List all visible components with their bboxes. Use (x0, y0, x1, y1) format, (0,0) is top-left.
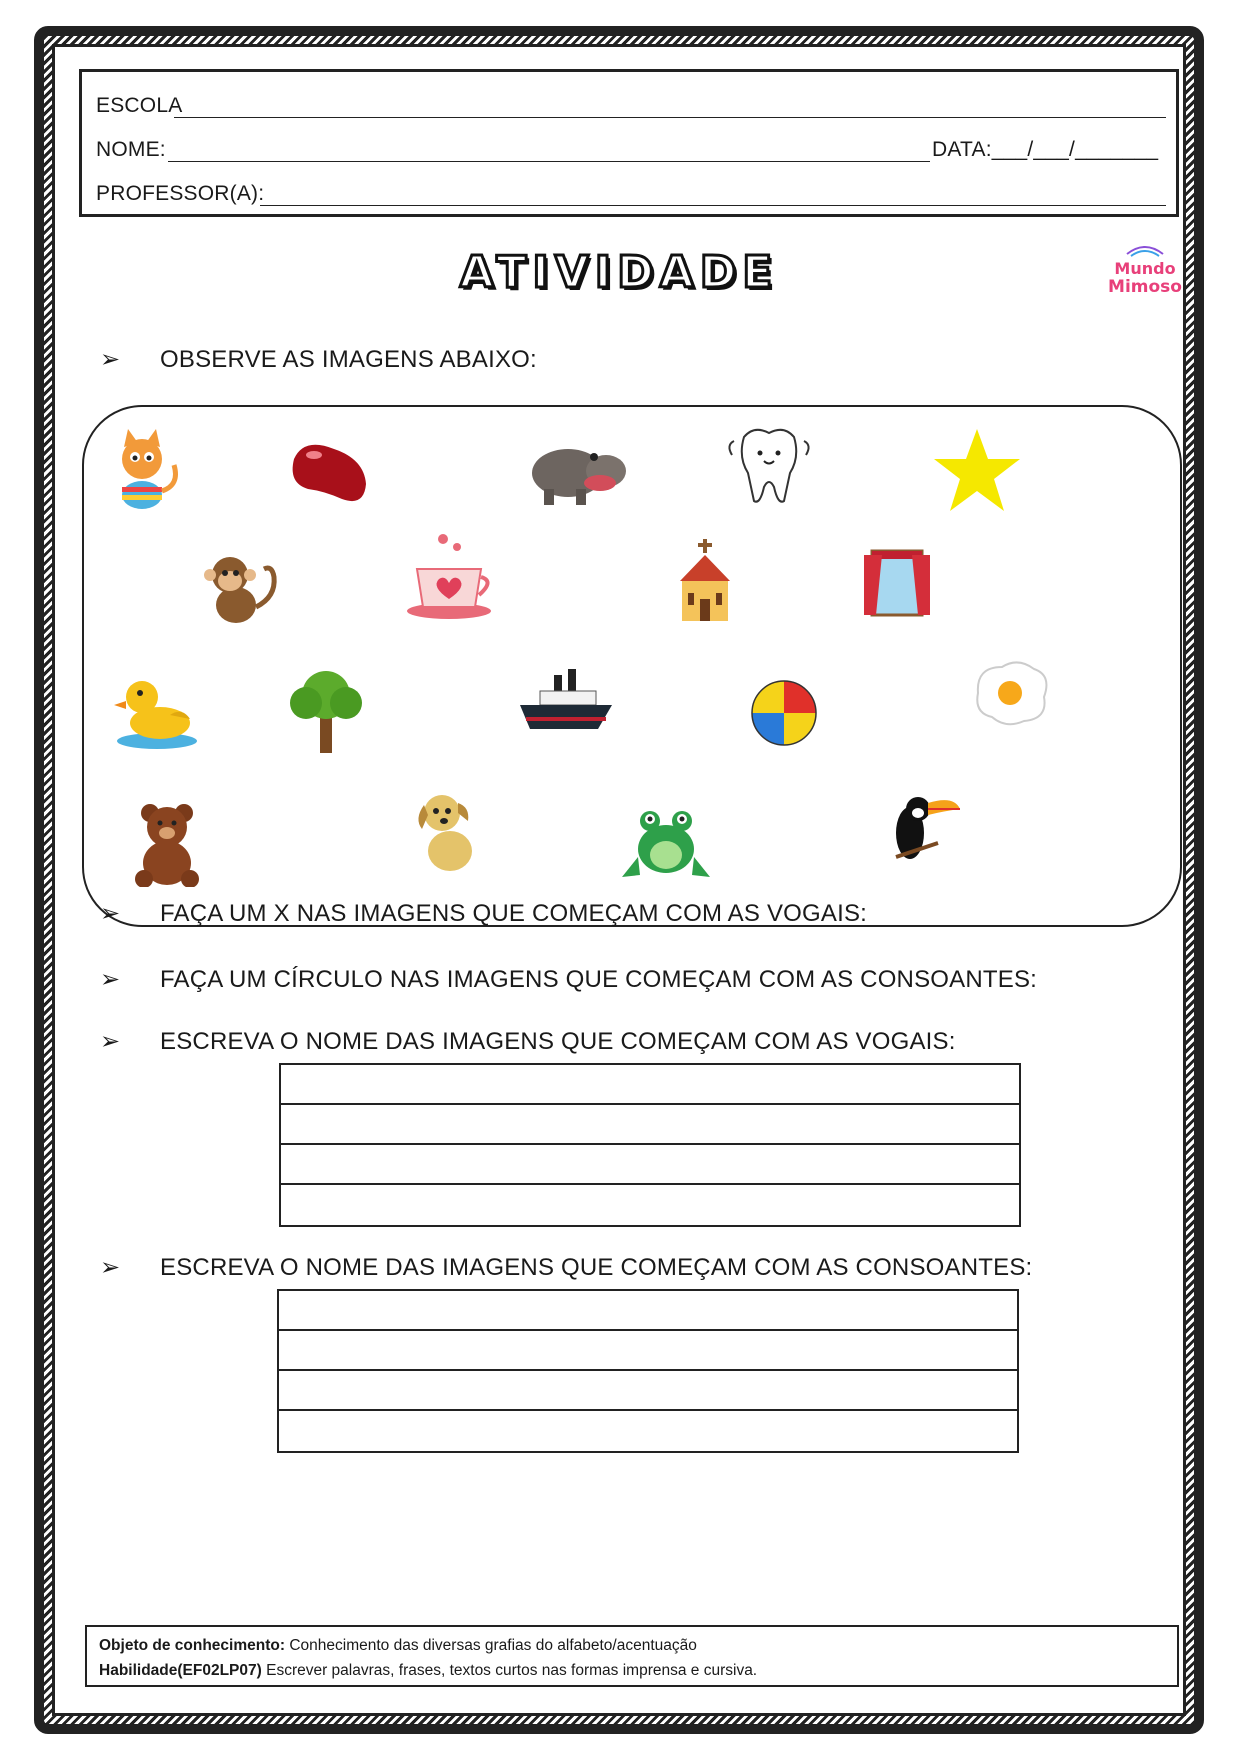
instruction-circle: ➢ FAÇA UM CÍRCULO NAS IMAGENS QUE COMEÇAM COM AS CONSOANTES: (100, 966, 1038, 993)
school-row (96, 90, 1166, 118)
teacher-row (96, 178, 1166, 206)
star-icon[interactable] (932, 425, 1022, 515)
window-icon[interactable] (852, 545, 942, 635)
arrow-bullet-icon: ➢ (100, 346, 121, 373)
svg-text:Mimoso: Mimoso (1108, 277, 1182, 297)
arrow-bullet-icon: ➢ (100, 1028, 121, 1055)
brand-logo (1105, 242, 1185, 302)
arrow-bullet-icon: ➢ (100, 1254, 121, 1281)
duck-icon[interactable] (112, 663, 202, 753)
curriculum-footer (85, 1625, 1179, 1687)
toucan-icon[interactable] (874, 787, 974, 877)
cup-icon[interactable] (399, 529, 499, 619)
instruction-write-consonants: ➢ ESCREVA O NOME DAS IMAGENS QUE COMEÇAM COM AS CONSOANTES: (100, 1254, 1033, 1281)
name-row (96, 134, 1166, 162)
arrow-bullet-icon: ➢ (100, 900, 121, 927)
instruction-observe: ➢ OBSERVE AS IMAGENS ABAIXO: (100, 346, 537, 373)
knowledge-object: Objeto de conhecimento: Conhecimento das diversas grafias do alfabeto/acentuação (99, 1637, 697, 1654)
instruction-mark-x: ➢ FAÇA UM X NAS IMAGENS QUE COMEÇAM COM AS VOGAIS: (100, 900, 868, 927)
ball-icon[interactable] (744, 669, 834, 759)
monkey-icon[interactable] (194, 547, 284, 637)
vowels-answer-box (279, 1063, 1021, 1227)
egg-icon[interactable] (968, 653, 1058, 743)
answer-line[interactable] (281, 1065, 1019, 1105)
answer-line[interactable] (281, 1145, 1019, 1185)
instruction-write-vowels: ➢ ESCREVA O NOME DAS IMAGENS QUE COMEÇAM COM AS VOGAIS: (100, 1028, 956, 1055)
name-field[interactable] (168, 161, 930, 162)
answer-line[interactable] (281, 1185, 1019, 1225)
svg-text:Mundo: Mundo (1114, 259, 1176, 278)
teacher-label: PROFESSOR(A): (96, 182, 265, 205)
answer-line[interactable] (281, 1105, 1019, 1145)
answer-line[interactable] (279, 1291, 1017, 1331)
name-label: NOME: (96, 138, 166, 161)
teacher-field[interactable] (260, 205, 1166, 206)
school-label: ESCOLA (96, 94, 183, 117)
skill: Habilidade(EF02LP07) Escrever palavras, frases, textos curtos nas formas imprensa e cursiva. (99, 1662, 758, 1679)
cat-icon[interactable] (102, 425, 192, 515)
frog-icon[interactable] (616, 797, 716, 887)
consonants-answer-box (277, 1289, 1019, 1453)
tree-icon[interactable] (282, 665, 372, 755)
school-field[interactable] (174, 117, 1166, 118)
church-icon[interactable] (660, 537, 750, 627)
tooth-icon[interactable] (724, 417, 814, 507)
teddy-bear-icon[interactable] (128, 797, 218, 887)
hippo-icon[interactable] (524, 427, 634, 517)
page-title: ATIVIDADE (459, 247, 779, 298)
arrow-bullet-icon: ➢ (100, 966, 121, 993)
ship-icon[interactable] (516, 657, 616, 747)
answer-line[interactable] (279, 1371, 1017, 1411)
pictures-box (82, 405, 1182, 927)
answer-line[interactable] (279, 1331, 1017, 1371)
date-label[interactable]: DATA:___/___/_______ (932, 138, 1159, 161)
answer-line[interactable] (279, 1411, 1017, 1451)
dog-icon[interactable] (406, 785, 496, 875)
worksheet (52, 44, 1186, 1716)
student-info-box (79, 69, 1179, 217)
page-border (34, 26, 1204, 1734)
bean-icon[interactable] (284, 429, 374, 519)
